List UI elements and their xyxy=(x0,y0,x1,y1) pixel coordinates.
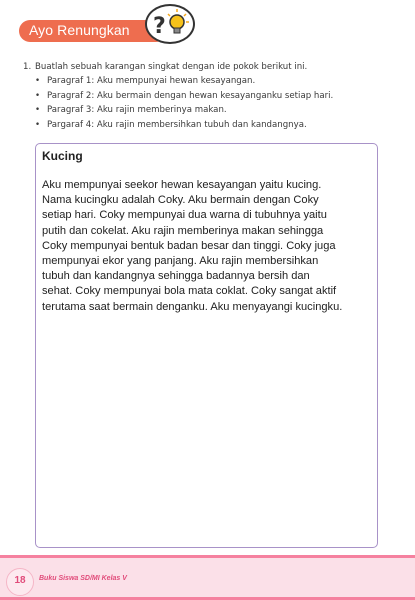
task-instruction: Buatlah sebuah karangan singkat dengan ide pokok berikut ini. xyxy=(35,62,308,72)
essay-title: Kucing xyxy=(42,149,83,163)
book-title: Buku Siswa SD/MI Kelas V xyxy=(39,575,127,582)
task-number: 1. xyxy=(23,62,32,72)
idea-item: • Paragraf 3: Aku rajin memberinya makan. xyxy=(35,104,333,119)
essay-body xyxy=(42,178,376,315)
question-lightbulb-icon xyxy=(145,4,195,44)
essay-line: mempunyai ekor yang panjang. Aku rajin membersihkan xyxy=(42,255,319,268)
essay-line: terutama saat bermain denganku. Aku menyayangi kucingku. xyxy=(42,300,343,313)
svg-text:?: ? xyxy=(153,14,166,39)
idea-item: • Paragraf 2: Aku bermain dengan hewan kesayanganku setiap hari. xyxy=(35,90,333,105)
idea-item: • Pargaraf 4: Aku rajin membersihkan tubuh dan kandangnya. xyxy=(35,119,333,134)
essay-box xyxy=(35,143,378,548)
essay-line: putih dan cokelat. Aku rajin memberinya makan sehingga xyxy=(42,224,324,237)
idea-list xyxy=(35,75,333,134)
essay-line: setiap hari. Coky mempunyai dua warna di tubuhnya yaitu xyxy=(42,209,327,222)
essay-line: Coky mempunyai bentuk badan besar dan tinggi. Coky juga xyxy=(42,239,336,252)
essay-line: sehat. Coky mempunyai bola mata coklat. Coky sangat aktif xyxy=(42,285,337,298)
essay-line: Nama kucingku adalah Coky. Aku bermain dengan Coky xyxy=(42,194,319,207)
essay-line: Aku mempunyai seekor hewan kesayangan yaitu kucing. xyxy=(42,179,322,191)
essay-line: tubuh dan kandangnya sehingga badannya bersih dan xyxy=(42,270,310,283)
section-title: Ayo Renungkan xyxy=(29,22,130,38)
page-number-badge xyxy=(6,568,34,596)
idea-item: • Paragraf 1: Aku mempunyai hewan kesayangan. xyxy=(35,75,333,90)
page-number: 18 xyxy=(14,575,26,586)
